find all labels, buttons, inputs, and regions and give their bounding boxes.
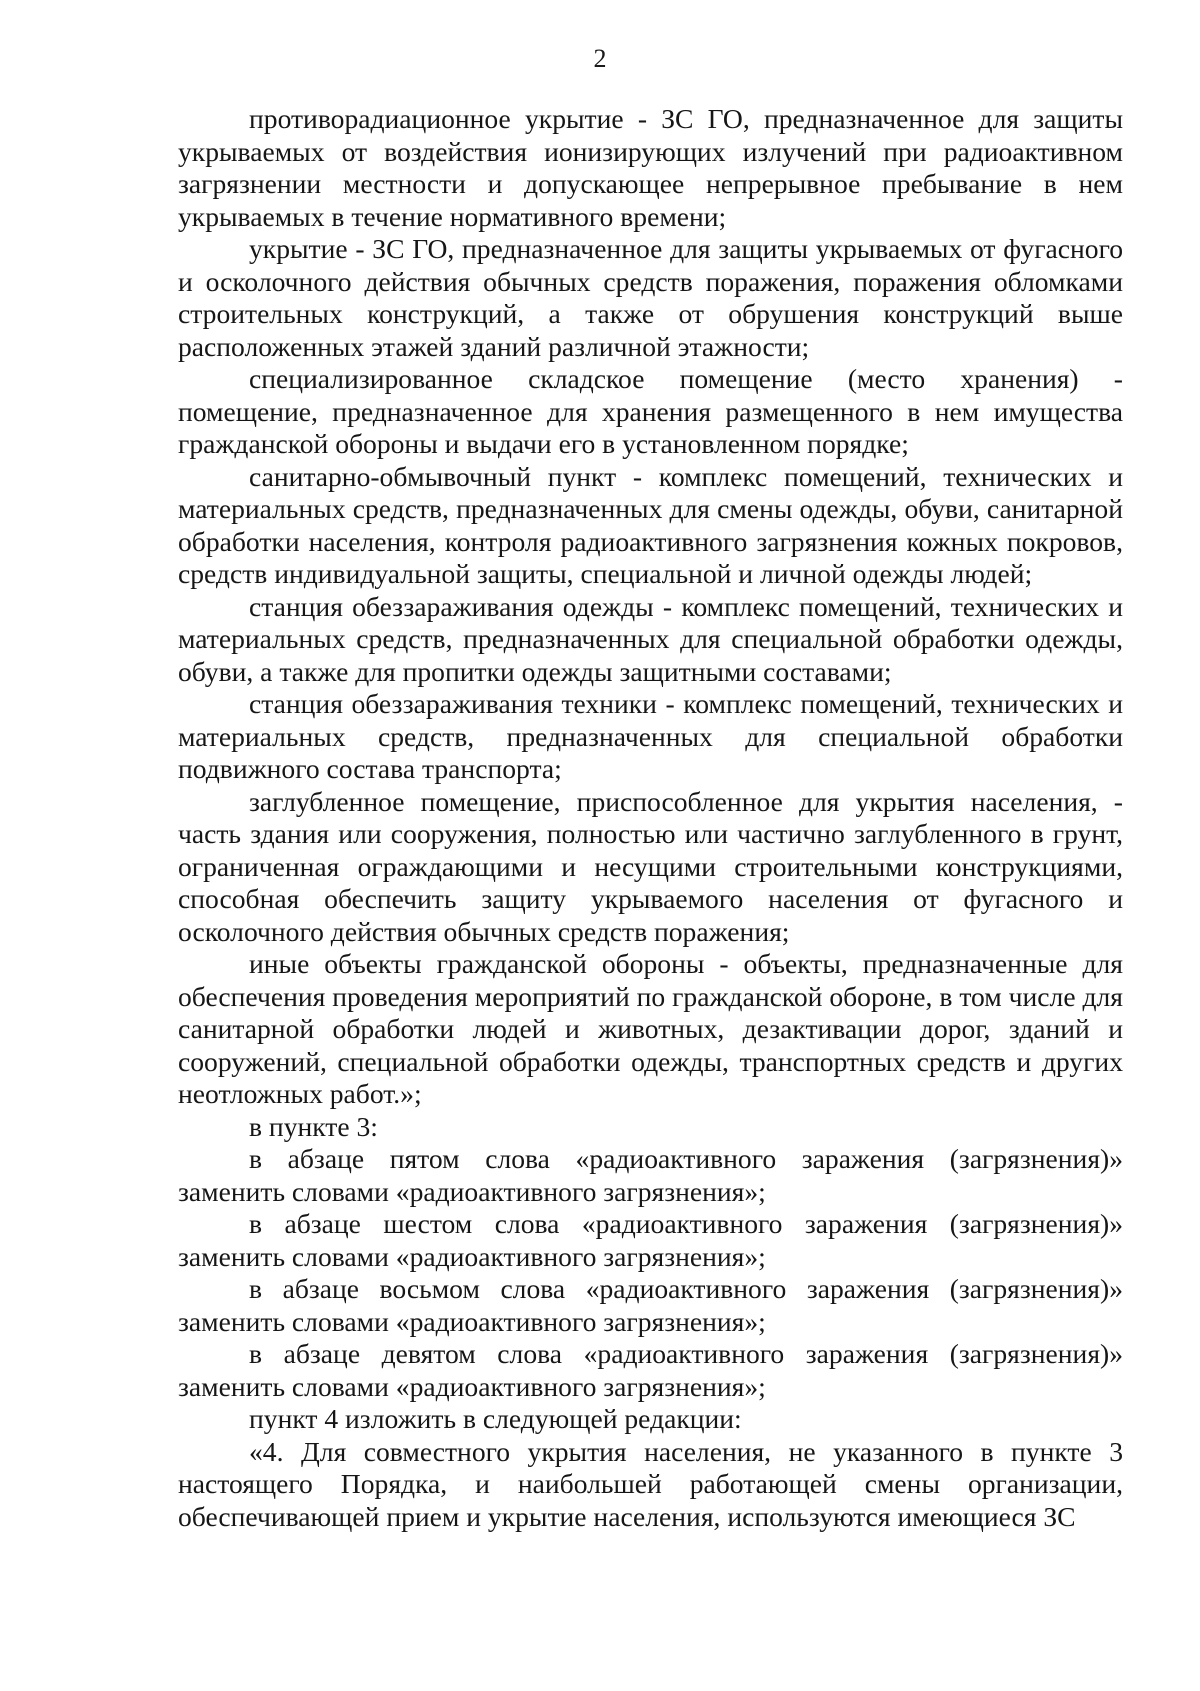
paragraph-clause-4-intro: пункт 4 изложить в следующей редакции: [249, 1403, 742, 1434]
paragraph-clause-4-text: «4. Для совместного укрытия населения, не указанного в пункте 3 настоящего Порядка, и наибольшей работающей смены организации, обеспечивающей прием и укрытие населения, используются имеющиеся ЗС [178, 1435, 1123, 1532]
paragraph-other-objects: иные объекты гражданской обороны - объекты, предназначенные для обеспечения проведения мероприятий по гражданской обороне, в том числе для санитарной обработки людей и животных, дезактивации дорог, зданий и сооружений, специальной обработки одежды, транспортных средств и других неотложных работ.»; [178, 948, 1123, 1109]
paragraph-amendment-ninth: в абзаце девятом слова «радиоактивного заражения (загрязнения)» заменить словами «радиоактивного загрязнения»; [178, 1338, 1123, 1402]
paragraph-sanitary-point: санитарно-обмывочный пункт - комплекс помещений, технических и материальных средств, предназначенных для смены одежды, обуви, санитарной обработки населения, контроля радиоактивного загрязнения кожных покровов, средств индивидуальной защиты, специальной и личной одежды людей; [178, 460, 1123, 589]
document-body [178, 103, 1123, 1533]
paragraph-storage-room: специализированное складское помещение (место хранения) - помещение, предназначенное для хранения размещенного в нем имущества гражданской обороны и выдачи его в установленном порядке; [178, 363, 1123, 459]
paragraph-amendment-sixth: в абзаце шестом слова «радиоактивного заражения (загрязнения)» заменить словами «радиоактивного загрязнения»; [178, 1208, 1123, 1272]
paragraph-underground-room: заглубленное помещение, приспособленное для укрытия населения, - часть здания или сооружения, полностью или частично заглубленного в грунт, ограниченная ограждающими и несущими строительными конструкциями, способная обеспечить защиту укрываемого населения от фугасного и осколочного действия обычных средств поражения; [178, 785, 1123, 947]
paragraph-clause-3: в пункте 3: [249, 1110, 378, 1142]
paragraph-anti-radiation-shelter: противорадиационное укрытие - ЗС ГО, предназначенное для защиты укрываемых от воздействия ионизирующих излучений при радиоактивном загрязнении местности и допускающее непрерывное пребывание в нем укрываемых в течение нормативного времени; [178, 103, 1123, 232]
page-number: 2 [593, 44, 607, 73]
paragraph-amendment-eighth: в абзаце восьмом слова «радиоактивного заражения (загрязнения)» заменить словами «радиоактивного загрязнения»; [178, 1273, 1123, 1337]
paragraph-amendment-fifth: в абзаце пятом слова «радиоактивного заражения (загрязнения)» заменить словами «радиоактивного загрязнения»; [178, 1143, 1123, 1207]
paragraph-vehicle-decontamination: станция обеззараживания техники - комплекс помещений, технических и материальных средств, предназначенных для специальной обработки подвижного состава транспорта; [178, 688, 1123, 784]
paragraph-clothing-decontamination: станция обеззараживания одежды - комплекс помещений, технических и материальных средств, предназначенных для специальной обработки одежды, обуви, а также для пропитки одежды защитными составами; [178, 590, 1123, 687]
paragraph-shelter: укрытие - ЗС ГО, предназначенное для защиты укрываемых от фугасного и осколочного действия обычных средств поражения, поражения обломками строительных конструкций, а также от обрушения конструкций выше расположенных этажей зданий различной этажности; [178, 233, 1123, 362]
